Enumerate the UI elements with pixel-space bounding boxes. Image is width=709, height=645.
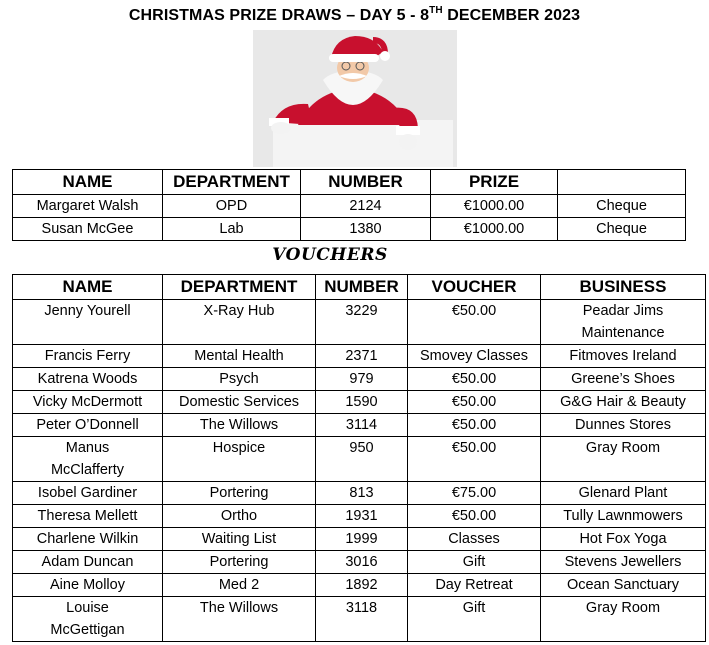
cell-department: The Willows — [163, 597, 316, 642]
cell-business: Gray Room — [541, 597, 706, 642]
title-superscript: TH — [429, 5, 443, 16]
cell-number: 979 — [316, 368, 408, 391]
cell-voucher: €50.00 — [408, 505, 541, 528]
cell-business: Glenard Plant — [541, 482, 706, 505]
title-rest: DECEMBER 2023 — [442, 7, 581, 24]
cell-name: Manus McClafferty — [13, 437, 163, 482]
table-row — [13, 300, 706, 345]
cell-name: Francis Ferry — [13, 345, 163, 368]
cell-voucher: €50.00 — [408, 414, 541, 437]
table-row — [13, 505, 706, 528]
table-row — [13, 368, 706, 391]
cell-voucher: €50.00 — [408, 300, 541, 345]
cell-department: Domestic Services — [163, 391, 316, 414]
cell-voucher: €50.00 — [408, 368, 541, 391]
cell-name: Isobel Gardiner — [13, 482, 163, 505]
cell-business: G&G Hair & Beauty — [541, 391, 706, 414]
cell-department: OPD — [163, 195, 301, 218]
cell-voucher: €75.00 — [408, 482, 541, 505]
santa-illustration — [253, 30, 457, 167]
col-header-name: NAME — [13, 170, 163, 195]
cell-department: Ortho — [163, 505, 316, 528]
cell-department: Psych — [163, 368, 316, 391]
cell-name: Margaret Walsh — [13, 195, 163, 218]
col-header-number: NUMBER — [301, 170, 431, 195]
cell-number: 1590 — [316, 391, 408, 414]
cell-number: 950 — [316, 437, 408, 482]
cell-number: 3229 — [316, 300, 408, 345]
cell-business: Tully Lawnmowers — [541, 505, 706, 528]
table-row — [13, 574, 706, 597]
table-row — [13, 345, 706, 368]
cell-voucher: Gift — [408, 597, 541, 642]
title-main: CHRISTMAS PRIZE DRAWS – DAY 5 - 8 — [128, 7, 430, 24]
voucher-table-header-row — [13, 275, 706, 300]
cell-number: 1999 — [316, 528, 408, 551]
cell-department: Hospice — [163, 437, 316, 482]
table-row — [13, 391, 706, 414]
table-row — [13, 414, 706, 437]
cell-voucher: Gift — [408, 551, 541, 574]
cell-type: Cheque — [558, 195, 686, 218]
cell-department: Med 2 — [163, 574, 316, 597]
cell-business: Stevens Jewellers — [541, 551, 706, 574]
cell-department: Mental Health — [163, 345, 316, 368]
cell-department: Portering — [163, 482, 316, 505]
cell-type: Cheque — [558, 218, 686, 241]
cell-number: 3118 — [316, 597, 408, 642]
cell-business: Greene’s Shoes — [541, 368, 706, 391]
cell-business: Hot Fox Yoga — [541, 528, 706, 551]
cell-voucher: Classes — [408, 528, 541, 551]
cell-number: 1380 — [301, 218, 431, 241]
cell-name: Aine Molloy — [13, 574, 163, 597]
col-header-number: NUMBER — [316, 275, 408, 300]
voucher-table — [12, 274, 706, 642]
cell-department: Portering — [163, 551, 316, 574]
cell-business: Ocean Sanctuary — [541, 574, 706, 597]
cell-business: Fitmoves Ireland — [541, 345, 706, 368]
cell-department: The Willows — [163, 414, 316, 437]
col-header-voucher: VOUCHER — [408, 275, 541, 300]
col-header-prize: PRIZE — [431, 170, 558, 195]
col-header-department: DEPARTMENT — [163, 275, 316, 300]
cell-voucher: Smovey Classes — [408, 345, 541, 368]
cell-name: Susan McGee — [13, 218, 163, 241]
cell-prize: €1000.00 — [431, 218, 558, 241]
cell-number: 1892 — [316, 574, 408, 597]
table-row — [13, 437, 706, 482]
cell-business: Peadar Jims Maintenance — [541, 300, 706, 345]
table-row — [13, 597, 706, 642]
cell-name: Peter O’Donnell — [13, 414, 163, 437]
table-row — [13, 551, 706, 574]
cell-department: Lab — [163, 218, 301, 241]
table-row — [13, 482, 706, 505]
cell-number: 813 — [316, 482, 408, 505]
cell-business: Gray Room — [541, 437, 706, 482]
cell-number: 2124 — [301, 195, 431, 218]
cell-number: 1931 — [316, 505, 408, 528]
cell-business: Dunnes Stores — [541, 414, 706, 437]
table-row — [13, 218, 686, 241]
page-title — [0, 7, 709, 25]
cell-voucher: €50.00 — [408, 391, 541, 414]
vouchers-heading: VOUCHERS — [272, 245, 388, 265]
cell-name: Jenny Yourell — [13, 300, 163, 345]
prize-table-header-row — [13, 170, 686, 195]
col-header-blank — [558, 170, 686, 195]
cell-voucher: €50.00 — [408, 437, 541, 482]
santa-image — [253, 30, 457, 167]
cell-name: Charlene Wilkin — [13, 528, 163, 551]
cell-number: 3016 — [316, 551, 408, 574]
table-row — [13, 528, 706, 551]
voucher-table-body — [13, 300, 706, 642]
cell-name: Louise McGettigan — [13, 597, 163, 642]
cell-name: Adam Duncan — [13, 551, 163, 574]
cell-number: 2371 — [316, 345, 408, 368]
cell-department: Waiting List — [163, 528, 316, 551]
cell-name: Vicky McDermott — [13, 391, 163, 414]
col-header-department: DEPARTMENT — [163, 170, 301, 195]
col-header-business: BUSINESS — [541, 275, 706, 300]
col-header-name: NAME — [13, 275, 163, 300]
cell-number: 3114 — [316, 414, 408, 437]
cell-name: Theresa Mellett — [13, 505, 163, 528]
cell-prize: €1000.00 — [431, 195, 558, 218]
cell-department: X-Ray Hub — [163, 300, 316, 345]
prize-table — [12, 169, 686, 241]
cell-name: Katrena Woods — [13, 368, 163, 391]
table-row — [13, 195, 686, 218]
cell-voucher: Day Retreat — [408, 574, 541, 597]
